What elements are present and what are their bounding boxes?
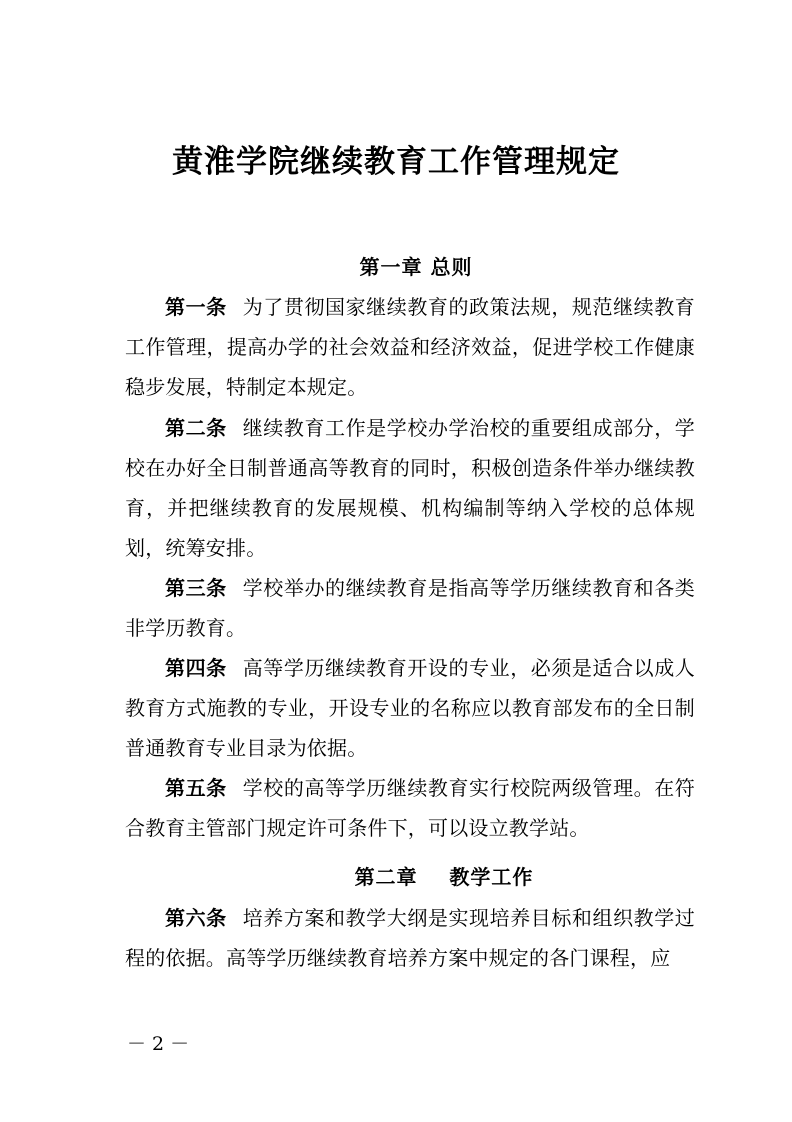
- article-number: 第三条: [165, 576, 227, 600]
- article-6: [125, 898, 695, 978]
- article-text: 培养方案和教学大纲是实现培养目标和组织教学过程的依据。高等学历继续教育培养方案中规定的各门课程，应: [125, 906, 695, 970]
- article-number: 第六条: [165, 906, 227, 930]
- article-5: [125, 768, 695, 848]
- chapter-heading-1: 第一章 总则: [359, 255, 473, 279]
- article-number: 第一条: [165, 295, 227, 319]
- article-4: [125, 648, 695, 768]
- article-number: 第五条: [165, 776, 227, 800]
- article-text: 学校的高等学历继续教育实行校院两级管理。在符合教育主管部门规定许可条件下，可以设立教学站。: [125, 776, 695, 840]
- article-text: 为了贯彻国家继续教育的政策法规，规范继续教育工作管理，提高办学的社会效益和经济效益，促进学校工作健康稳步发展，特制定本规定。: [125, 295, 695, 399]
- article-1: [125, 287, 695, 407]
- document-title: 黄淮学院继续教育工作管理规定: [172, 144, 620, 180]
- page-number: － 2 －: [127, 1033, 190, 1055]
- article-3: [125, 568, 695, 648]
- article-text: 高等学历继续教育开设的专业，必须是适合以成人教育方式施教的专业，开设专业的名称应以教育部发布的全日制普通教育专业目录为依据。: [125, 656, 695, 760]
- article-text: 继续教育工作是学校办学治校的重要组成部分，学校在办好全日制普通高等教育的同时，积极创造条件举办继续教育，并把继续教育的发展规模、机构编制等纳入学校的总体规划，统筹安排。: [125, 416, 695, 560]
- article-text: 学校举办的继续教育是指高等学历继续教育和各类非学历教育。: [125, 576, 695, 640]
- article-2: [125, 408, 695, 568]
- article-number: 第二条: [165, 416, 227, 440]
- article-number: 第四条: [165, 656, 227, 680]
- chapter-heading-2: 第二章 教学工作: [354, 865, 534, 889]
